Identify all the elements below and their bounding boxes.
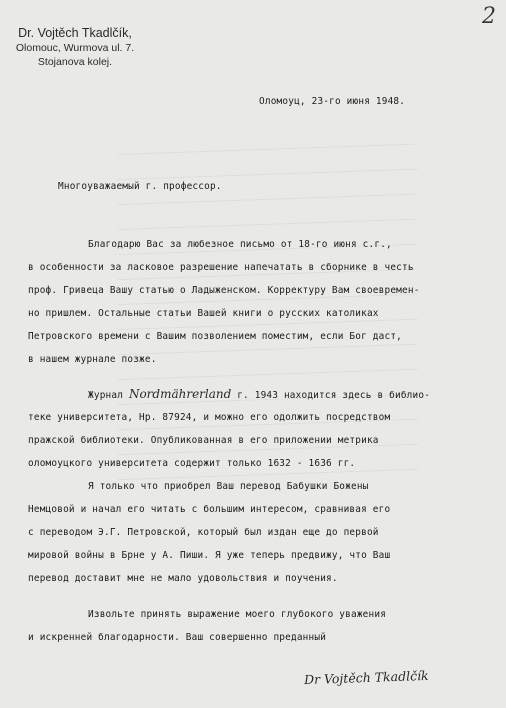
closing-line: и искренней благодарности. Ваш совершенно преданный	[28, 632, 327, 643]
letterhead-address-line1: Olomouc, Wurmova ul. 7.	[15, 42, 135, 54]
paragraph3-line: мировой войны в Брне у А. Пиши. Я уже теперь предвижу, что Ваш	[28, 550, 391, 561]
paragraph2-lead: Журнал	[88, 390, 124, 401]
paragraph2-line: пражской библиотеки. Опубликованная в его приложении метрика	[28, 435, 379, 446]
paragraph1-line: проф. Гривеца Вашу статью о Ладыженском. Корректуру Вам своевремен-	[28, 285, 420, 296]
letterhead-name: Dr. Vojtěch Tkadlčík,	[18, 26, 132, 40]
paragraph3-line: Я только что приобрел Ваш перевод Бабушки Божены	[88, 481, 369, 492]
paragraph2-first-line	[28, 383, 478, 406]
paragraph3-line: Немцовой и начал его читать с большим интересом, сравнивая его	[28, 504, 391, 515]
paragraph1-line: Петровского времени с Вашим позволением поместим, если Бог даст,	[28, 331, 403, 342]
letterhead-address-line2: Stojanova kolej.	[37, 56, 113, 68]
letter-body	[28, 233, 478, 649]
letterhead	[0, 26, 150, 69]
paragraph3-line: с переводом Э.Г. Петровской, который был издан еще до первой	[28, 527, 379, 538]
page-number: 2	[482, 4, 496, 29]
salutation: Многоуважаемый г. профессор.	[58, 181, 222, 192]
paragraph2-line: оломоуцкого университета содержит только 1632 - 1636 гг.	[28, 458, 356, 469]
paragraph1-line: Благодарю Вас за любезное письмо от 18-го июня с.г.,	[88, 239, 392, 250]
handwritten-signature: Dr Vojtěch Tkadlčík	[303, 667, 429, 688]
handwritten-insert: Nordmährerland	[128, 387, 232, 401]
dateline: Оломоуц, 23-го июня 1948.	[259, 96, 406, 107]
paragraph2-line: теке университета, Нр. 87924, и можно его одолжить посредством	[28, 412, 391, 423]
paragraph1-line: в особенности за ласковое разрешение напечатать в сборнике в честь	[28, 262, 414, 273]
paragraph2-rest: г. 1943 находится здесь в библио-	[237, 390, 431, 401]
closing-line: Извольте принять выражение моего глубокого уважения	[88, 609, 387, 620]
paragraph1-line: но пришлем. Остальные статьи Вашей книги о русских католиках	[28, 308, 379, 319]
paragraph3-line: перевод доставит мне не мало удовольствия и поучения.	[28, 573, 338, 584]
paragraph1-line: в нашем журнале позже.	[28, 354, 157, 365]
